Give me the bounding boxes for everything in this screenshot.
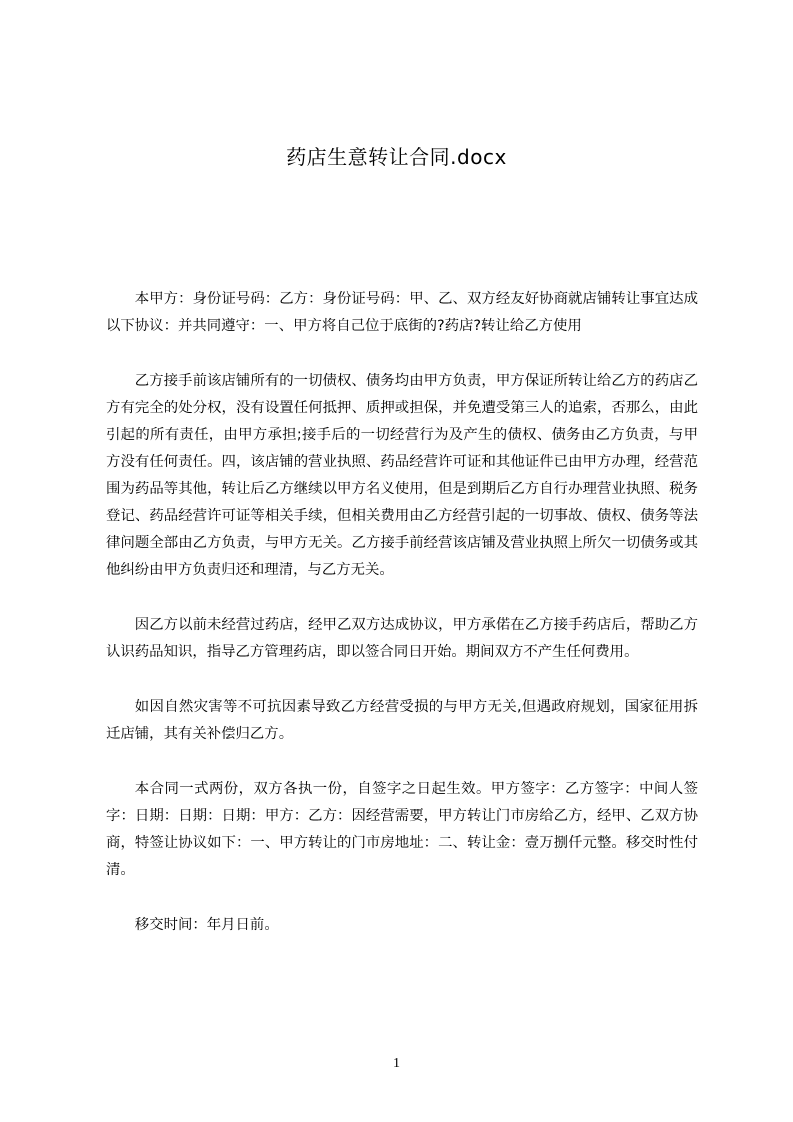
paragraph-parties: 本甲方：身份证号码：乙方：身份证号码：甲、乙、双方经友好协商就店铺转让事宜达成以下协议：并共同遵守：一、甲方将自己位于底街的?药店?转让给乙方使用 — [106, 291, 698, 334]
document-body — [106, 286, 698, 967]
document-title: 药店生意转让合同.docx — [286, 145, 507, 169]
paragraph-handover-time: 移交时间：年月日前。 — [134, 917, 279, 933]
paragraph-guidance: 因乙方以前未经营过药店，经甲乙双方达成协议，甲方承偌在乙方接手药店后，帮助乙方认识药品知识，指导乙方管理药店，即以签合同日开始。期间双方不产生任何费用。 — [106, 617, 698, 660]
paragraph-liabilities: 乙方接手前该店铺所有的一切债权、债务均由甲方负责，甲方保证所转让给乙方的药店乙方有完全的处分权，没有设置任何抵押、质押或担保，并免遭受第三人的追索，否那么，由此引起的所有责任，由甲方承担;接手后的一切经营行为及产生的债权、债务由乙方负责，与甲方没有任何责任。四，该店铺的营业执照、药品经营许可证和其他证件已由甲方办理，经营范围为药品等其他，转让后乙方继续以甲方名义使用，但是到期后乙方自行办理营业执照、税务登记、药品经营许可证等相关手续，但相关费用由乙方经营引起的一切事故、债权、债务等法律问题全部由乙方负责，与甲方无关。乙方接手前经营该店铺及营业执照上所欠一切债务或其他纠纷由甲方负责归还和理清，与乙方无关。 — [106, 373, 698, 578]
paragraph-force-majeure: 如因自然灾害等不可抗因素导致乙方经营受损的与甲方无关,但遇政府规划，国家征用拆迁店铺，其有关补偿归乙方。 — [106, 699, 698, 742]
paragraph-signatures: 本合同一式两份，双方各执一份，自签字之日起生效。甲方签字：乙方签字：中间人签字：日期：日期：日期：甲方：乙方：因经营需要，甲方转让门市房给乙方，经甲、乙双方协商，特签让协议如下：一、甲方转让的门市房地址：二、转让金：壹万捌仟元整。移交时性付清。 — [106, 781, 698, 878]
page-number: 1 — [393, 1056, 400, 1071]
